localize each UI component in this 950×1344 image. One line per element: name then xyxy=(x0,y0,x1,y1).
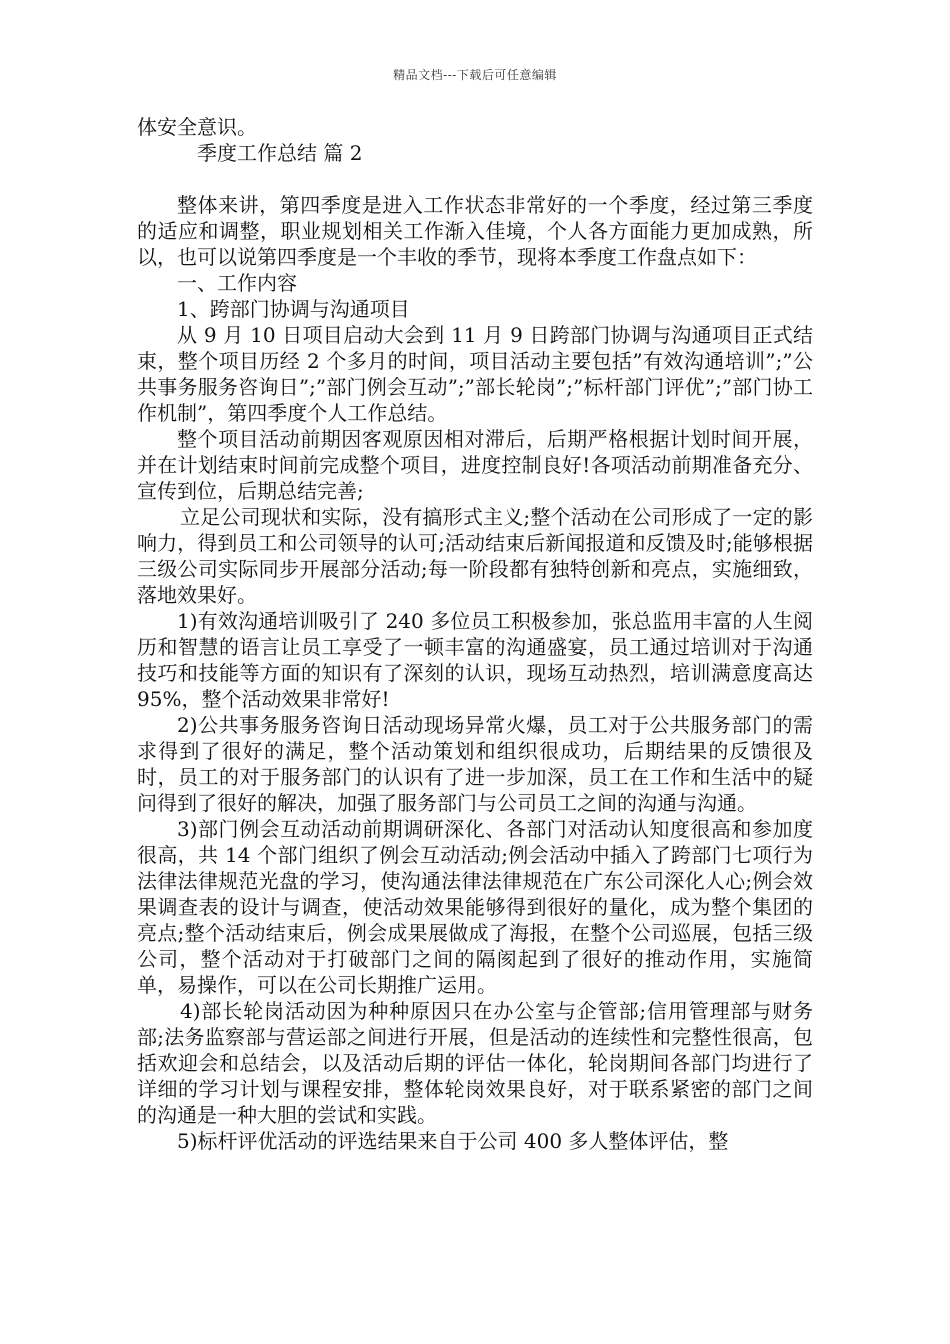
page-header: 精品文档---下载后可任意编辑 xyxy=(393,68,557,82)
paragraph-item-5: 5)标杆评优活动的评选结果来自于公司 400 多人整体评估，整 xyxy=(177,1129,729,1153)
paragraph-item-3: 3)部门例会互动活动前期调研深化、各部门对活动认知度很高和参加度很高，共 14 个部门组织了例会互动活动;例会活动中插入了跨部门七项行为法律法律规范光盘的学习，使沟通法律法律规范在广东公司深化人心;例会效果调查表的设计与调查，使活动效果能够得到很好的量化，成为整个集团的亮点;整个活动结束后，例会成果展做成了海报，在整个公司巡展，包括三级公司，整个活动对于打破部门之间的隔阂起到了很好的推动作用，实施简单，易操作，可以在公司长期推广运用。 xyxy=(137,817,813,997)
paragraph-intro: 整体来讲，第四季度是进入工作状态非常好的一个季度，经过第三季度的适应和调整，职业规划相关工作渐入佳境，个人各方面能力更加成熟，所以，也可以说第四季度是一个丰收的季节，现将本季度工作盘点如下： xyxy=(137,193,813,269)
blank-line xyxy=(137,166,813,192)
paragraph-continuation: 体安全意识。 xyxy=(137,115,257,139)
heading-project: 1、跨部门协调与沟通项目 xyxy=(177,297,410,321)
paragraph-project-overview: 从 9 月 10 日项目启动大会到 11 月 9 日跨部门协调与沟通项目正式结束，整个项目历经 2 个多月的时间，项目活动主要包括”有效沟通培训”;”公共事务服务咨询日”;”部门例会互动”;”部长轮岗”;”标杆部门评优”;”部门协工作机制”，第四季度个人工作总结。 xyxy=(137,323,813,425)
paragraph-item-4: 4)部长轮岗活动因为种种原因只在办公室与企管部;信用管理部与财务部;法务监察部与营运部之间进行开展，但是活动的连续性和完整性很高，包括欢迎会和总结会，以及活动后期的评估一体化，轮岗期间各部门均进行了详细的学习计划与课程安排，整体轮岗效果良好，对于联系紧密的部门之间的沟通是一种大胆的尝试和实践。 xyxy=(137,999,813,1127)
heading-work-content: 一、工作内容 xyxy=(177,271,297,295)
paragraph-project-impact: 立足公司现状和实际，没有搞形式主义;整个活动在公司形成了一定的影响力，得到员工和公司领导的认可;活动结束后新闻报道和反馈及时;能够根据三级公司实际同步开展部分活动;每一阶段都有独特创新和亮点，实施细致，落地效果好。 xyxy=(137,505,813,607)
paragraph-item-1: 1)有效沟通培训吸引了 240 多位员工积极参加，张总监用丰富的人生阅历和智慧的语言让员工享受了一顿丰富的沟通盛宴，员工通过培训对于沟通技巧和技能等方面的知识有了深刻的认识，现场互动热烈，培训满意度高达 95%，整个活动效果非常好! xyxy=(137,609,813,711)
section-title: 季度工作总结 篇 2 xyxy=(197,141,363,165)
document-body xyxy=(137,114,813,1154)
paragraph-item-2: 2)公共事务服务咨询日活动现场异常火爆，员工对于公共服务部门的需求得到了很好的满足，整个活动策划和组织很成功，后期结果的反馈很及时，员工的对于服务部门的认识有了进一步加深，员工在工作和生活中的疑问得到了很好的解决，加强了服务部门与公司员工之间的沟通与沟通。 xyxy=(137,713,813,815)
paragraph-project-progress: 整个项目活动前期因客观原因相对滞后，后期严格根据计划时间开展，并在计划结束时间前完成整个项目，进度控制良好!各项活动前期准备充分、宣传到位，后期总结完善; xyxy=(137,427,813,503)
